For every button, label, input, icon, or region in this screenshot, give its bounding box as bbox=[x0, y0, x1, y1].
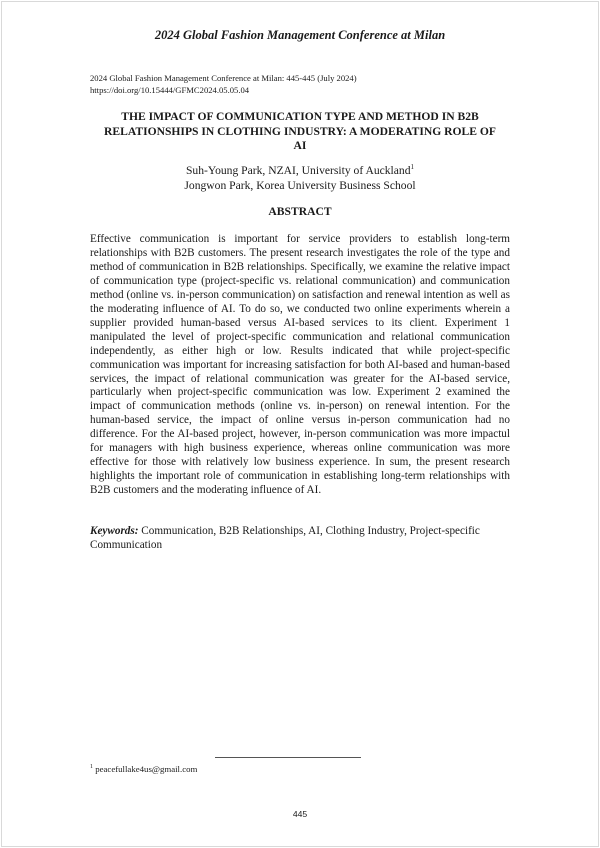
citation-line: 2024 Global Fashion Management Conference at Milan: 445-445 (July 2024) bbox=[90, 73, 357, 83]
abstract-body: Effective communication is important for service providers to establish long-term relationships with B2B customers. The present research investigates the role of the type and method of communication in B2B relationships. Specifically, we examine the relative impact of communication type (project-specific vs. relational communication) and communication method (online vs. in-person communication) on satisfaction and renewal intention as well as the moderating influence of AI. To do so, we conducted two online experiments wherein a supplier provided human-based versus AI-based services to its client. Experiment 1 manipulated the level of project-specific communication and relational communication independently, as either high or low. Results indicated that while project-specific communication was important for increasing satisfaction for both AI-based and human-based services, the impact of relational communication was greater for the AI-based service, particularly when project-specific communication was low. Experiment 2 examined the impact of communication methods (online vs. in-person) on renewal intention. For the human-based service, the impact of online versus in-person communication had no difference. For the AI-based project, however, in-person communication was more impactul for managers with high business experience, whereas online communication was more effective for those with relatively low business experience. In sum, the present research highlights the important role of communication in establishing long-term relationships with B2B customers and the moderating influence of AI. bbox=[90, 233, 510, 497]
keywords bbox=[90, 524, 510, 552]
keywords-text: Communication, B2B Relationships, AI, Clothing Industry, Project-specific Communication bbox=[90, 525, 480, 551]
footnote-divider bbox=[215, 757, 361, 758]
author-block bbox=[90, 164, 510, 193]
title-line-3: AI bbox=[293, 139, 307, 152]
page-number: 445 bbox=[292, 809, 308, 819]
title-line-1: THE IMPACT OF COMMUNICATION TYPE AND METHOD IN B2B bbox=[121, 110, 479, 123]
paper-title bbox=[90, 110, 510, 154]
abstract-heading: ABSTRACT bbox=[268, 205, 332, 218]
publication-meta bbox=[90, 73, 357, 96]
author-1-name: Suh-Young Park, NZAI, University of Auckland bbox=[185, 164, 411, 177]
footnote bbox=[90, 764, 197, 774]
author-2: Jongwon Park, Korea University Business School bbox=[184, 178, 416, 192]
doi-link[interactable]: https://doi.org/10.15444/GFMC2024.05.05.04 bbox=[90, 84, 250, 95]
author-1-footnote-marker: 1 bbox=[410, 163, 415, 172]
footnote-marker: 1 bbox=[90, 764, 93, 771]
author-1 bbox=[90, 164, 510, 179]
running-head: 2024 Global Fashion Management Conference at Milan bbox=[154, 28, 446, 42]
footnote-email[interactable]: peacefullake4us@gmail.com bbox=[95, 764, 198, 774]
keywords-label: Keywords: bbox=[90, 525, 139, 537]
title-line-2: RELATIONSHIPS IN CLOTHING INDUSTRY: A MODERATING ROLE OF bbox=[103, 124, 497, 138]
